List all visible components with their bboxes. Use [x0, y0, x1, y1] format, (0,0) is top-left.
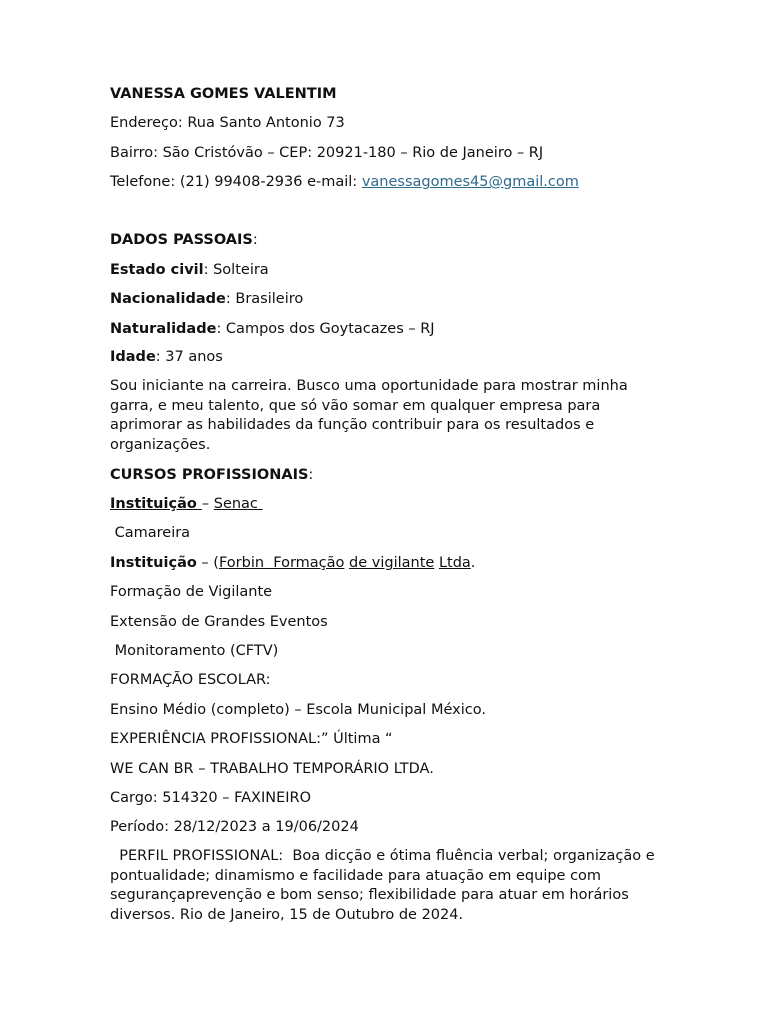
course-grandes-eventos: Extensão de Grandes Eventos	[110, 614, 328, 630]
birthplace: Naturalidade: Campos dos Goytacazes – RJ	[110, 321, 435, 337]
courses-heading: CURSOS PROFISSIONAIS:	[110, 467, 314, 483]
course-vigilante: Formação de Vigilante	[110, 584, 273, 600]
email-link[interactable]: vanessagomes45@gmail.com	[361, 174, 579, 190]
address-line: Endereço: Rua Santo Antonio 73	[110, 115, 345, 131]
phone-text: Telefone: (21) 99408-2936 e-mail:	[110, 174, 362, 190]
education-item: Ensino Médio (completo) – Escola Municipal México.	[110, 702, 486, 718]
institution-forbin: Instituição – (Forbin Formação de vigilante Ltda.	[110, 555, 476, 571]
district-line: Bairro: São Cristóvão – CEP: 20921-180 – Rio de Janeiro – RJ	[110, 145, 544, 161]
course-camareira: Camareira	[110, 525, 191, 541]
age: Idade: 37 anos	[110, 349, 223, 365]
candidate-name: VANESSA GOMES VALENTIM	[110, 86, 337, 102]
career-summary: Sou iniciante na carreira. Busco uma oportunidade para mostrar minha garra, e meu talento, que só vão somar em qualquer empresa para aprimorar as habilidades da função contribuir para os resultados e organizações.	[110, 378, 628, 453]
nationality: Nacionalidade: Brasileiro	[110, 291, 304, 307]
marital-status: Estado civil: Solteira	[110, 262, 269, 278]
experience-company: WE CAN BR – TRABALHO TEMPORÁRIO LTDA.	[110, 761, 434, 777]
education-heading: FORMAÇÃO ESCOLAR:	[110, 672, 271, 688]
experience-heading: EXPERIÊNCIA PROFISSIONAL:” Última “	[110, 731, 393, 747]
course-monitoramento: Monitoramento (CFTV)	[110, 643, 279, 659]
experience-role: Cargo: 514320 – FAXINEIRO	[110, 790, 312, 806]
contact-line	[110, 172, 670, 192]
institution-senac: Instituição – Senac	[110, 496, 263, 512]
professional-profile: PERFIL PROFISSIONAL: Boa dicção e ótima fluência verbal; organização e pontualidade; dinamismo e facilidade para atuação em equipe com segurançaprevenção e bom senso; flexibilidade para atuar em horários diversos. Rio de Janeiro, 15 de Outubro de 2024.	[110, 848, 660, 923]
experience-period: Período: 28/12/2023 a 19/06/2024	[110, 819, 359, 835]
personal-heading: DADOS PASSOAIS:	[110, 232, 258, 248]
